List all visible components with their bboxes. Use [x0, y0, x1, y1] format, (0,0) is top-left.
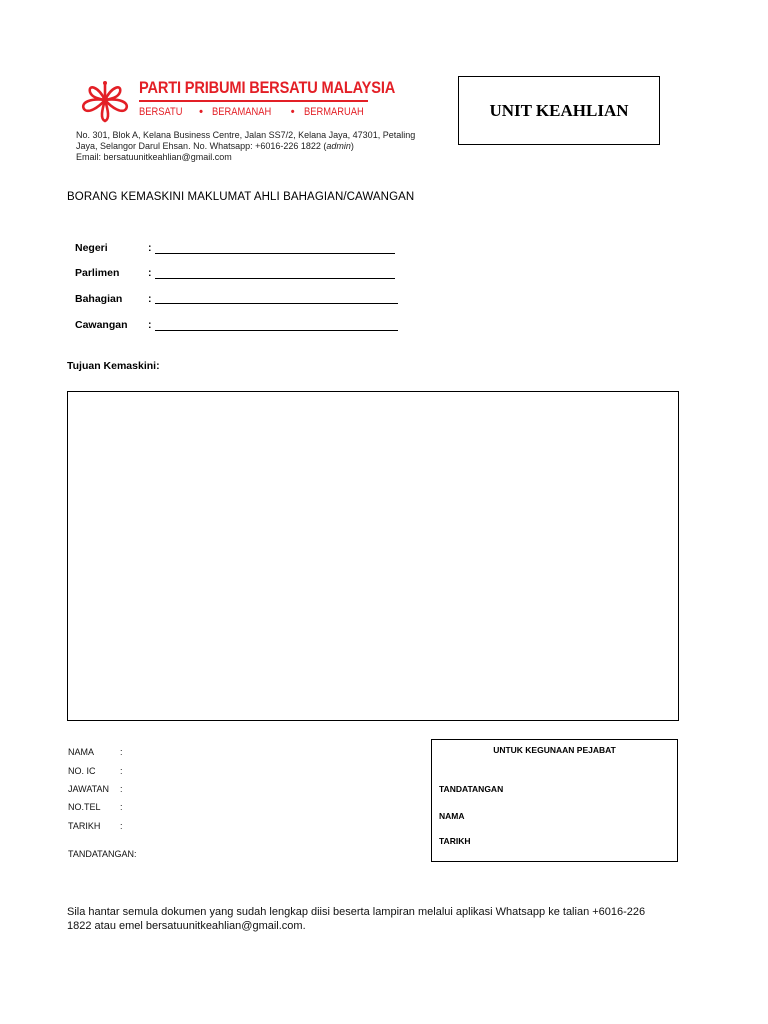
address-line-2-suffix: ) — [350, 141, 354, 151]
negeri-field[interactable] — [155, 253, 395, 254]
jawatan-colon: : — [120, 784, 123, 794]
unit-title: UNIT KEAHLIAN — [489, 100, 629, 120]
purpose-label: Tujuan Kemaskini: — [67, 360, 160, 372]
nama-colon: : — [120, 747, 123, 757]
parlimen-label: Parlimen — [75, 267, 120, 279]
tarikh-colon: : — [120, 821, 123, 831]
org-name-underline — [139, 100, 368, 102]
footer-instructions: Sila hantar semula dokumen yang sudah lengkap diisi beserta lampiran melalui aplikasi Whatsapp ke talian +6016-226 1822 atau emel bersatuunitkeahlian@gmail.com. — [67, 906, 646, 932]
cawangan-field[interactable] — [155, 330, 398, 331]
jawatan-label: JAWATAN — [68, 784, 109, 794]
tel-label: NO.TEL — [68, 802, 101, 812]
unit-box — [458, 76, 660, 145]
office-date-label: TARIKH — [439, 836, 471, 846]
bunga-raya-logo-icon — [74, 78, 136, 124]
bahagian-field[interactable] — [155, 303, 398, 304]
slogan-separator: • — [199, 106, 204, 118]
bahagian-label: Bahagian — [75, 293, 123, 305]
slogan-beramanah: BERAMANAH — [212, 106, 272, 118]
signature-label: TANDATANGAN: — [68, 849, 137, 859]
office-name-label: NAMA — [439, 811, 465, 821]
bahagian-colon: : — [148, 293, 152, 305]
tel-colon: : — [120, 802, 123, 812]
email-line: Email: bersatuunitkeahlian@gmail.com — [76, 152, 232, 162]
tarikh-label: TARIKH — [68, 821, 101, 831]
slogan-row — [139, 106, 374, 118]
org-name: PARTI PRIBUMI BERSATU MALAYSIA — [139, 78, 396, 97]
address-line-2-text: Jaya, Selangor Darul Ehsan. No. Whatsapp: +6016-226 1822 ( — [76, 141, 327, 151]
office-signature-label: TANDATANGAN — [439, 784, 504, 794]
cawangan-colon: : — [148, 319, 152, 331]
nama-label: NAMA — [68, 747, 95, 757]
negeri-label: Negeri — [75, 242, 108, 254]
address-line-2 — [76, 141, 446, 152]
slogan-bersatu: BERSATU — [139, 106, 183, 118]
negeri-colon: : — [148, 242, 152, 254]
admin-label: admin — [326, 141, 351, 151]
office-use-title: UNTUK KEGUNAAN PEJABAT — [493, 745, 616, 755]
purpose-textarea[interactable] — [67, 391, 679, 721]
parlimen-field[interactable] — [155, 278, 395, 279]
ic-label: NO. IC — [68, 766, 96, 776]
parlimen-colon: : — [148, 267, 152, 279]
address-line-1: No. 301, Blok A, Kelana Business Centre, Jalan SS7/2, Kelana Jaya, 47301, Petaling — [76, 130, 416, 140]
form-title: BORANG KEMASKINI MAKLUMAT AHLI BAHAGIAN/CAWANGAN — [67, 191, 415, 203]
ic-colon: : — [120, 766, 123, 776]
slogan-separator: • — [290, 106, 295, 118]
address-block — [76, 130, 446, 163]
slogan-bermaruah: BERMARUAH — [303, 106, 364, 118]
cawangan-label: Cawangan — [75, 319, 128, 331]
